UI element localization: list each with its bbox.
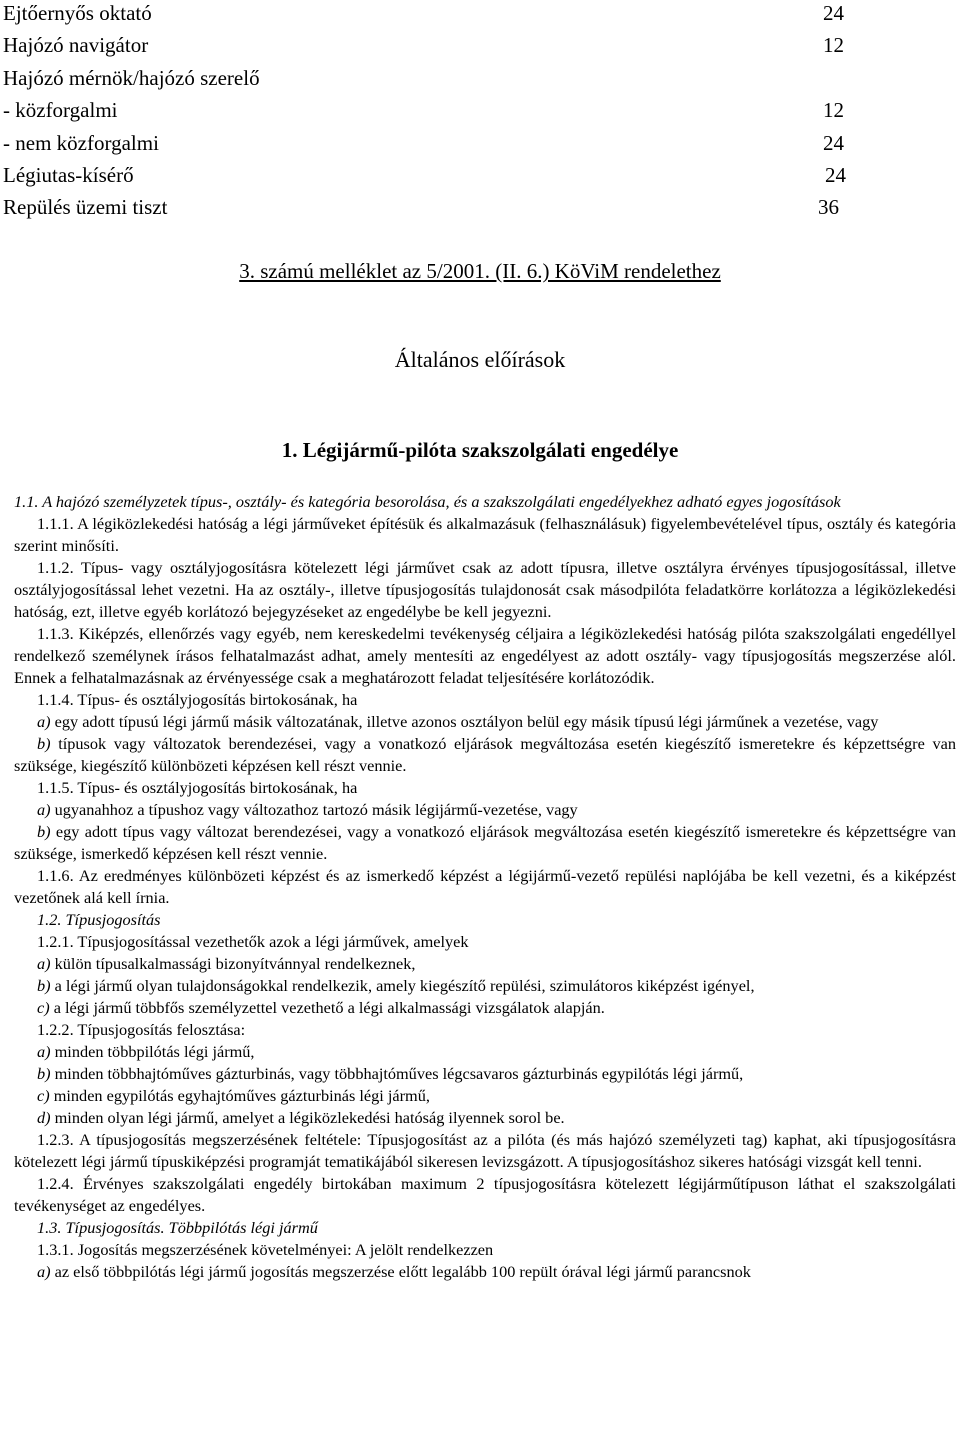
list-item-text: a légi jármű olyan tulajdonságokkal rendelkezik, amely kiegészítő repülési, szimulátoros kiképzést igényel,: [50, 976, 755, 995]
list-item-marker: c): [37, 998, 50, 1017]
body-text: [14, 491, 956, 1283]
subsection-heading: 1.1. A hajózó személyzetek típus-, osztály- és kategória besorolása, és a szakszolgálati engedélyekhez adható egyes jogosítások: [14, 492, 841, 511]
hours-row-label: - közforgalmi: [3, 98, 118, 123]
paragraph: 1.1.6. Az eredményes különbözeti képzést és az ismerkedő képzést a légijármű-vezető repülési naplójába be kell vezetni, és a kiképzést vezetőnek alá kell írnia.: [14, 866, 956, 907]
paragraph: 1.3.1. Jogosítás megszerzésének követelményei: A jelölt rendelkezzen: [37, 1240, 494, 1259]
list-item-marker: a): [37, 800, 51, 819]
list-item-marker: b): [37, 976, 51, 995]
list-item-marker: c): [37, 1086, 50, 1105]
paragraph: 1.1.2. Típus- vagy osztályjogosításra kötelezett légi járművet csak az adott típusra, illetve osztályra érvényes típusjogosítással, illetve osztályjogosítással lehet vezetni. Ha az osztály-, illetve típusjogosítás tulajdonosát csak másodpilóta feladatkörre korlátozza a légiközlekedési hatóság, ezt, illetve egyéb korlátozó bejegyzéseket az engedélybe be kell jegyezni.: [14, 558, 956, 621]
hours-row-value: 24: [823, 1, 844, 25]
hours-row-label: Hajózó mérnök/hajózó szerelő: [3, 65, 260, 90]
list-item-text: a légi jármű többfős személyzettel vezethető a légi alkalmassági vizsgálatok alapján.: [49, 998, 605, 1017]
list-item: [14, 1085, 956, 1107]
hours-row: [3, 97, 863, 129]
list-item-text: minden egypilótás egyhajtóműves gázturbinás légi jármű,: [49, 1086, 430, 1105]
list-item-marker: b): [37, 1064, 51, 1083]
paragraph: 1.2.4. Érvényes szakszolgálati engedély birtokában maximum 2 típusjogosításra kötelezett légijárműtípuson láthat el szakszolgálati tevékenységet az engedélyes.: [14, 1174, 956, 1215]
list-item: [14, 1261, 956, 1283]
paragraph: 1.2.3. A típusjogosítás megszerzésének feltétele: Típusjogosítást az a pilóta (és más hajózó személyzeti tag) kaphat, aki típusjogosításra kötelezett légi jármű típuskiképzési programját tematikájából sikeresen levizsgázott. A típusjogosításhoz sikeres hatósági vizsgát kell tenni.: [14, 1130, 956, 1171]
list-item-text: külön típusalkalmassági bizonyítvánnyal rendelkeznek,: [50, 954, 416, 973]
list-item-marker: a): [37, 1262, 51, 1281]
list-item-marker: a): [37, 954, 51, 973]
paragraph: 1.1.4. Típus- és osztályjogosítás birtokosának, ha: [37, 690, 358, 709]
hours-table: [3, 0, 863, 227]
hours-row-value: 12: [823, 33, 844, 58]
chapter-title: 1. Légijármű-pilóta szakszolgálati engedélye: [281, 438, 679, 462]
subsection-heading: 1.2. Típusjogosítás: [37, 910, 161, 929]
hours-row-value: 36: [818, 195, 839, 220]
hours-row-label: Ejtőernyős oktató: [3, 1, 152, 25]
list-item-marker: b): [37, 822, 51, 841]
list-item-text: ugyanahhoz a típushoz vagy változathoz tartozó másik légijármű-vezetése, vagy: [50, 800, 578, 819]
list-item: [14, 997, 956, 1019]
hours-row-value: 24: [825, 162, 846, 187]
hours-row-label: Repülés üzemi tiszt: [3, 195, 168, 220]
list-item-text: az első többpilótás légi jármű jogosítás megszerzése előtt legalább 100 repült órával légi jármű parancsnok: [50, 1262, 751, 1281]
list-item: [14, 1041, 956, 1063]
list-item: [14, 733, 956, 777]
list-item-text: egy adott típusú légi jármű másik változatának, illetve azonos osztályon belül egy másik típusú légi járműnek a vezetése, vagy: [50, 712, 879, 731]
paragraph: 1.2.1. Típusjogosítással vezethetők azok a légi járművek, amelyek: [37, 932, 469, 951]
list-item: [14, 1107, 956, 1129]
list-item: [14, 1063, 956, 1085]
list-item: [14, 821, 956, 865]
hours-row: [3, 194, 863, 226]
list-item-marker: a): [37, 1042, 51, 1061]
list-item: [14, 953, 956, 975]
list-item-text: minden többhajtóműves gázturbinás, vagy többhajtóműves légcsavaros gázturbinás egypilótás légi jármű,: [50, 1064, 744, 1083]
list-item-text: egy adott típus vagy változat berendezései, vagy a vonatkozó eljárások megváltozása esetén kiegészítő ismeretekre és képzettségre van szüksége, ismerkedő képzésen kell részt vennie.: [14, 822, 956, 863]
paragraph: 1.1.1. A légiközlekedési hatóság a légi járműveket építésük és alkalmazásuk (felhasználásuk) figyelembevételével típus, osztály és kategória szerint minősíti.: [14, 514, 956, 555]
hours-row: [3, 130, 863, 162]
hours-row-label: Légiutas-kísérő: [3, 162, 134, 187]
hours-row-label: - nem közforgalmi: [3, 130, 159, 155]
paragraph: 1.1.5. Típus- és osztályjogosítás birtokosának, ha: [37, 778, 358, 797]
annex-reference: 3. számú melléklet az 5/2001. (II. 6.) KöViM rendelethez: [239, 259, 721, 283]
list-item-marker: d): [37, 1108, 51, 1127]
section-heading: Általános előírások: [394, 347, 566, 372]
hours-row-label: Hajózó navigátor: [3, 33, 149, 58]
list-item-marker: b): [37, 734, 51, 753]
hours-row: [3, 65, 863, 97]
list-item-text: minden olyan légi jármű, amelyet a légiközlekedési hatóság ilyennek sorol be.: [50, 1108, 565, 1127]
list-item: [14, 711, 956, 733]
paragraph: 1.2.2. Típusjogosítás felosztása:: [37, 1020, 246, 1039]
hours-row: [3, 32, 863, 64]
paragraph: 1.1.3. Kiképzés, ellenőrzés vagy egyéb, nem kereskedelmi tevékenység céljaira a légiközlekedési hatóság pilóta szakszolgálati engedéllyel rendelkező személynek írásos felhatalmazást adhat, amely mentesíti az engedélyest az adott osztály- vagy típusjogosítás megszerzése alól. Ennek a felhatalmazásnak az érvényessége csak a meghatározott feladat teljesítésére korlátozódik.: [14, 624, 956, 687]
hours-row: [3, 0, 863, 32]
hours-row: [3, 162, 863, 194]
list-item-text: minden többpilótás légi jármű,: [50, 1042, 255, 1061]
list-item-text: típusok vagy változatok berendezései, vagy a vonatkozó eljárások megváltozása esetén kiegészítő ismeretekre és képzettségre van szüksége, kiegészítő különbözeti képzésen kell részt vennie.: [14, 734, 956, 775]
subsection-heading: 1.3. Típusjogosítás. Többpilótás légi jármű: [37, 1218, 318, 1237]
list-item: [14, 975, 956, 997]
list-item-marker: a): [37, 712, 51, 731]
hours-row-value: 12: [823, 98, 844, 123]
list-item: [14, 799, 956, 821]
hours-row-value: 24: [823, 130, 844, 155]
